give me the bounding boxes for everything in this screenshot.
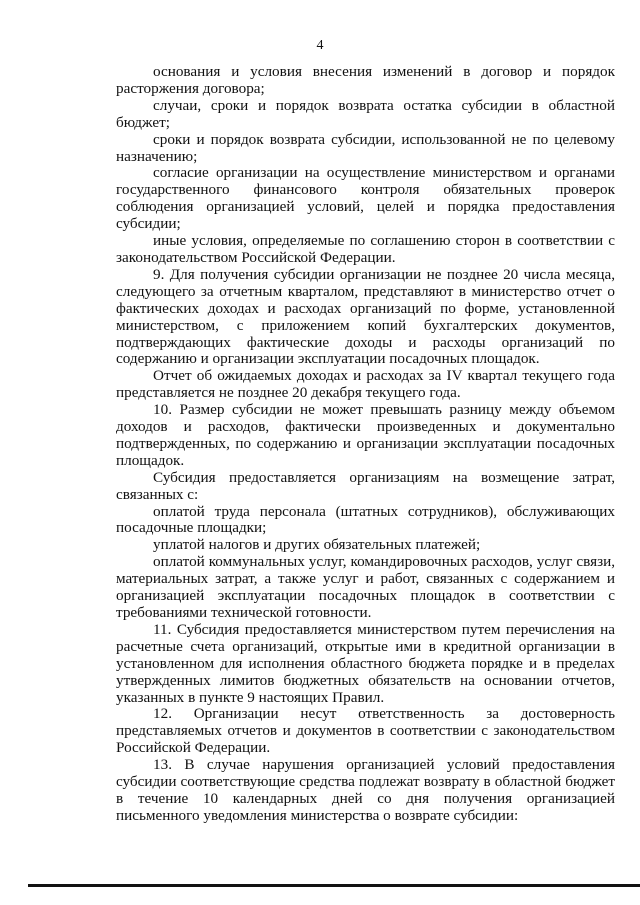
paragraph: основания и условия внесения изменений в договор и порядок расторжения договора; xyxy=(116,63,615,97)
paragraph: 13. В случае нарушения организацией условий предоставления субсидии соответствующие средства подлежат возврату в областной бюджет в течение 10 календарных дней со дня получения организацией письменного уведомления министерства о возврате субсидии: xyxy=(116,756,615,824)
paragraph: Субсидия предоставляется организациям на возмещение затрат, связанных с: xyxy=(116,468,615,503)
paragraph: сроки и порядок возврата субсидии, использованной не по целевому назначению; xyxy=(116,130,615,165)
paragraph: 9. Для получения субсидии организации не позднее 20 числа месяца, следующего за отчетным кварталом, представляют в министерство отчет о фактических доходах и расходах организаций по форме, установленной министерством, с приложением копий бухгалтерских документов, подтверждающих фактические доходы и расходы организаций по содержанию и организации эксплуатации посадочных площадок. xyxy=(116,265,615,368)
paragraph: оплатой коммунальных услуг, командировочных расходов, услуг связи, материальных затрат, а также услуг и работ, связанных с содержанием и организацией эксплуатации посадочных площадок в соответствии с требованиями технической готовности. xyxy=(116,553,615,621)
paragraph: 11. Субсидия предоставляется министерством путем перечисления на расчетные счета организаций, открытые ими в кредитной организации в установленном для исполнения областного бюджета порядке и в пределах утвержденных лимитов бюджетных обязательств на основании отчетов, указанных в пункте 9 настоящих Правил. xyxy=(116,620,615,706)
paragraph: иные условия, определяемые по соглашению сторон в соответствии с законодательством Российской Федерации. xyxy=(116,232,615,266)
paragraph: оплатой труда персонала (штатных сотрудников), обслуживающих посадочные площадки; xyxy=(116,502,615,537)
paragraph: 12. Организации несут ответственность за достоверность представляемых отчетов и документов в соответствии с законодательством Российской Федерации. xyxy=(116,705,615,757)
bottom-rule xyxy=(28,884,640,887)
paragraph: уплатой налогов и других обязательных платежей; xyxy=(153,536,481,554)
paragraph: случаи, сроки и порядок возврата остатка субсидии в областной бюджет; xyxy=(116,96,615,131)
paragraph: 10. Размер субсидии не может превышать разницу между объемом доходов и расходов, фактически произведенных и документально подтвержденных, по содержанию и организации эксплуатации посадочных площадок. xyxy=(116,401,615,469)
paragraph: согласие организации на осуществление министерством и органами государственного финансового контроля обязательных проверок соблюдения организацией условий, целей и порядка предоставления субсидии; xyxy=(116,164,615,233)
page-number: 4 xyxy=(316,38,324,53)
paragraph: Отчет об ожидаемых доходах и расходах за IV квартал текущего года представляется не позднее 20 декабря текущего года. xyxy=(116,367,615,402)
document-body xyxy=(116,64,615,825)
